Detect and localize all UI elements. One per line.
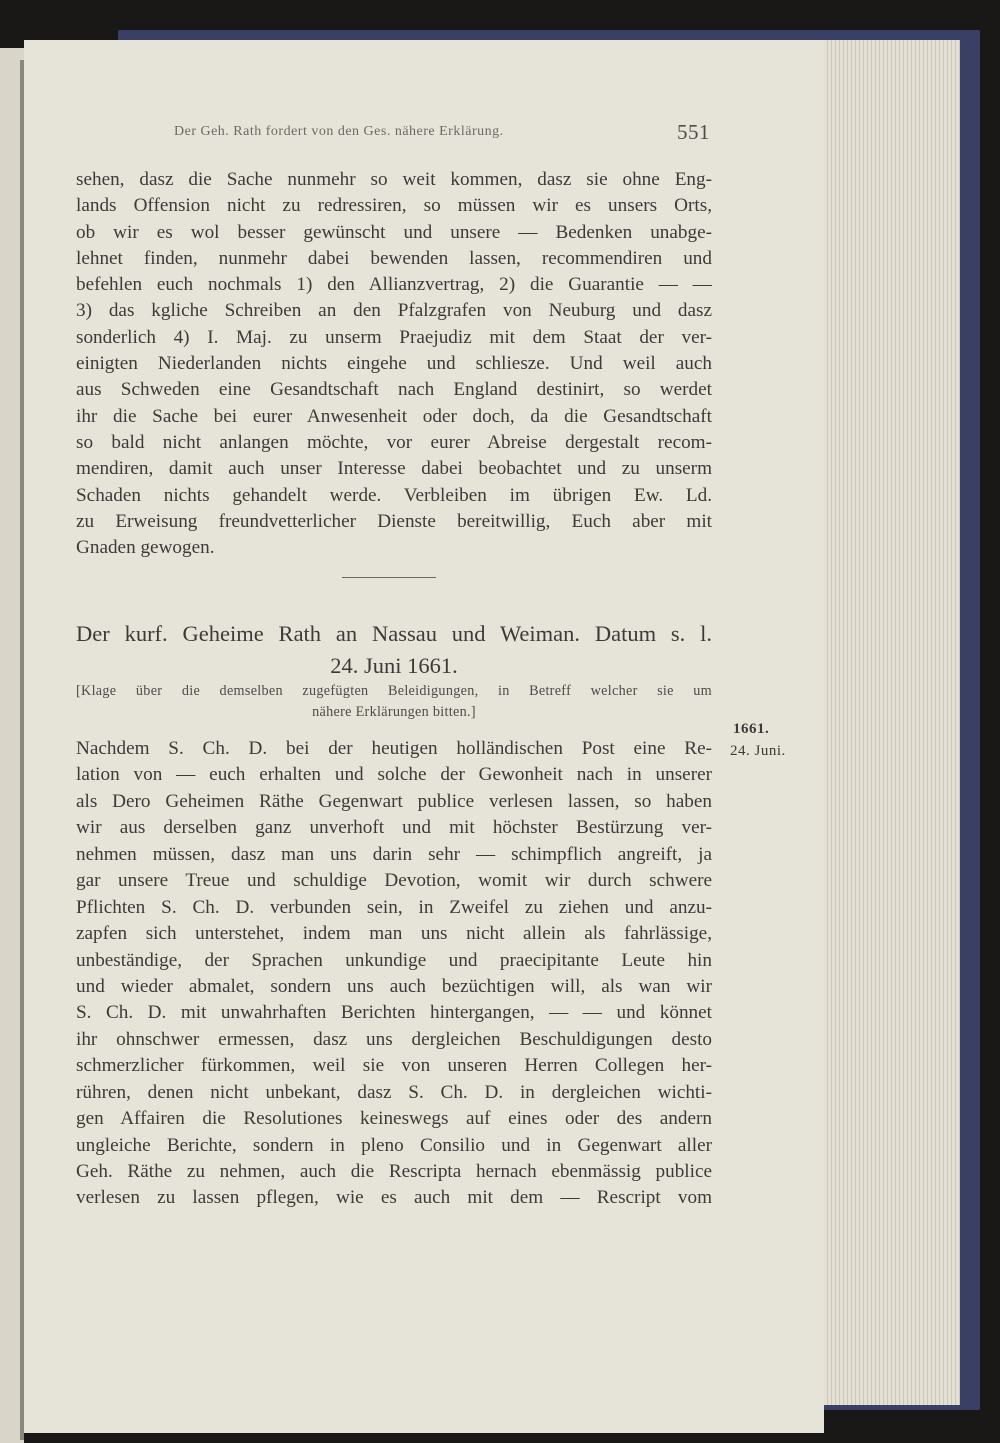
text-line: mendiren, damit auch unser Interesse dabei beobachtet und zu unserm <box>76 458 712 480</box>
text-line: zapfen sich unterstehet, indem man uns nicht allein als fahrlässige, <box>76 923 712 945</box>
text-line: wir aus derselben ganz unverhoft und mit höchster Bestürzung ver- <box>76 817 712 839</box>
text-line: und wieder abmalet, sondern uns auch bezüchtigen will, als wan wir <box>76 975 712 997</box>
margin-date-day: 24. Juni. <box>730 743 786 759</box>
text-line: 3) das kgliche Schreiben an den Pfalzgrafen von Neuburg und dasz <box>76 300 712 322</box>
text-line: Nachdem S. Ch. D. bei der heutigen holländischen Post eine Re- <box>76 738 712 759</box>
text-line: Gnaden gewogen. <box>76 537 215 559</box>
document-heading <box>76 617 712 681</box>
text-line: sehen, dasz die Sache nunmehr so weit kommen, dasz sie ohne Eng- <box>76 169 712 190</box>
page-number: 551 <box>677 120 710 144</box>
heading-line-2: 24. Juni 1661. <box>330 653 458 678</box>
text-line: lation von — euch erhalten und solche der Gewonheit nach in unserer <box>76 764 712 786</box>
text-line: so bald nicht anlangen möchte, vor eurer Abreise dergestalt recom- <box>76 431 712 453</box>
document-summary <box>76 681 712 723</box>
text-line: ob wir es wol besser gewünscht und unsere — Bedenken unabge- <box>76 221 712 243</box>
text-line: ihr die Sache bei eurer Anwesenheit oder doch, da die Gesandtschaft <box>76 405 712 427</box>
running-head <box>174 120 710 144</box>
text-line: als Dero Geheimen Räthe Gegenwart publice verlesen lassen, so haben <box>76 790 712 812</box>
heading-line-1: Der kurf. Geheime Rath an Nassau und Weiman. Datum s. l. <box>76 621 712 646</box>
summary-line-2: nähere Erklärungen bitten.] <box>312 704 476 720</box>
text-line: ihr ohnschwer ermessen, dasz uns dergleichen Beschuldigungen desto <box>76 1028 712 1050</box>
text-line: nehmen müssen, dasz man uns darin sehr — schimpflich angreift, ja <box>76 843 712 865</box>
text-line: lands Offension nicht zu redressiren, so müssen wir es unsers Orts, <box>76 195 712 217</box>
text-line: sonderlich 4) I. Maj. zu unserm Praejudiz mit dem Staat der ver- <box>76 326 712 348</box>
text-line: Geh. Räthe zu nehmen, auch die Rescripta hernach ebenmässig publice <box>76 1161 712 1182</box>
text-line: Pflichten S. Ch. D. verbunden sein, in Zweifel zu ziehen und anzu- <box>76 896 712 918</box>
text-line: rühren, denen nicht unbekant, dasz S. Ch. D. in dergleichen wichti- <box>76 1081 712 1103</box>
text-line: S. Ch. D. mit unwahrhaften Berichten hintergangen, — — und könnet <box>76 1002 712 1024</box>
body-text-letter <box>76 736 712 1212</box>
running-head-title: Der Geh. Rath fordert von den Ges. nähere Erklärung. <box>174 124 504 139</box>
section-divider <box>342 577 436 578</box>
text-line: einigten Niederlanden nichts eingehe und schliesze. Und weil auch <box>76 353 712 375</box>
text-line: ungleiche Berichte, sondern in pleno Consilio und in Gegenwart aller <box>76 1134 712 1156</box>
text-line: verlesen zu lassen pflegen, wie es auch mit dem — Rescript vom <box>76 1187 712 1209</box>
summary-line-1: [Klage über die demselben zugefügten Beleidigungen, in Betreff welcher sie um <box>76 683 712 699</box>
text-line: schmerzlicher fürkommen, weil sie von unseren Herren Collegen her- <box>76 1055 712 1077</box>
text-line: lehnet finden, nunmehr dabei bewenden lassen, recommendiren und <box>76 247 712 269</box>
text-line: gar unsere Treue und schuldige Devotion, womit wir durch schwere <box>76 870 712 892</box>
text-line: zu Erweisung freundvetterlicher Dienste bereitwillig, Euch aber mit <box>76 510 712 532</box>
text-line: unbeständige, der Sprachen unkundige und praecipitante Leute hin <box>76 949 712 971</box>
text-line: Schaden nichts gehandelt werde. Verbleiben im übrigen Ew. Ld. <box>76 484 712 506</box>
margin-date-year: 1661. <box>733 721 770 737</box>
text-line: gen Affairen die Resolutiones keineswegs auf eines oder des andern <box>76 1108 712 1130</box>
text-line: aus Schweden eine Gesandtschaft nach England destinirt, so werdet <box>76 379 712 401</box>
page-edges <box>800 40 960 1405</box>
body-text-continued <box>76 167 712 561</box>
margin-date <box>730 718 800 762</box>
text-line: befehlen euch nochmals 1) den Allianzvertrag, 2) die Guarantie — — <box>76 274 712 296</box>
